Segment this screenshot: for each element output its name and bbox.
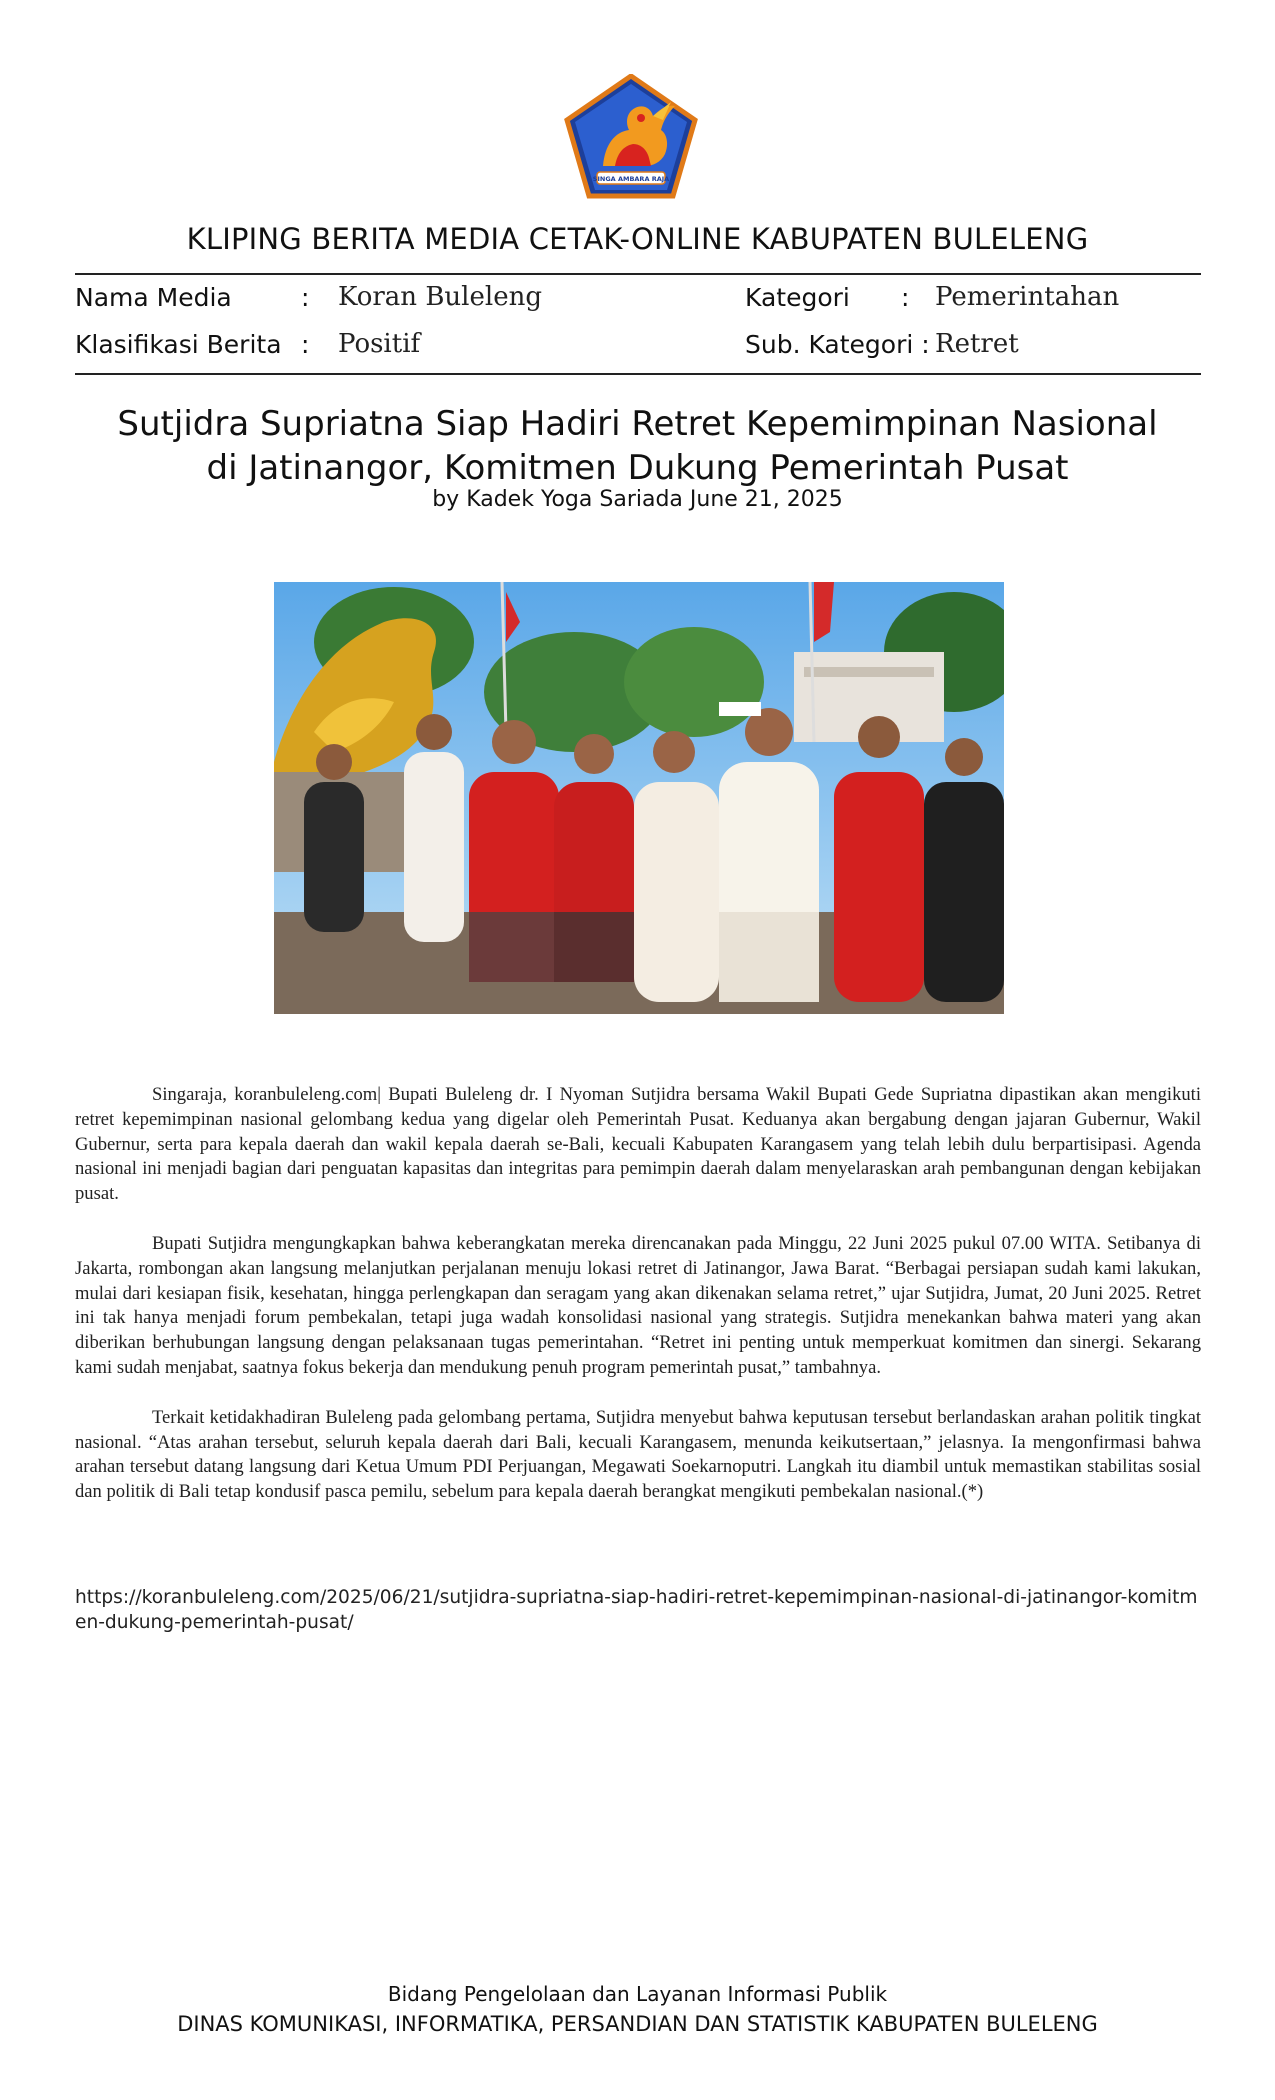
kategori-value: Pemerintahan xyxy=(935,282,1120,312)
footer-line-1: Bidang Pengelolaan dan Layanan Informasi Publik xyxy=(387,1982,888,2006)
nama-media-label: Nama Media xyxy=(75,283,232,312)
buleleng-logo xyxy=(563,74,699,200)
sub-kategori-value: Retret xyxy=(935,329,1019,359)
sub-kategori-label: Sub. Kategori : xyxy=(745,330,930,359)
header-rule-top xyxy=(75,273,1201,275)
headline-line-2: di Jatinangor, Komitmen Dukung Pemerintah Pusat xyxy=(206,448,1069,488)
footer-line-2: DINAS KOMUNIKASI, INFORMATIKA, PERSANDIAN DAN STATISTIK KABUPATEN BULELENG xyxy=(177,2012,1098,2036)
article-photo xyxy=(274,582,1004,1014)
klasifikasi-value: Positif xyxy=(338,329,421,359)
klasifikasi-label: Klasifikasi Berita xyxy=(75,330,282,359)
source-url-link[interactable]: https://koranbuleleng.com/2025/06/21/sutjidra-supriatna-siap-hadiri-retret-kepemimpinan-nasional-di-jatinangor-komitmen-dukung-pemerintah-pusat/ xyxy=(75,1587,1198,1633)
header-rule-bottom xyxy=(75,373,1201,375)
article-body xyxy=(75,1083,1201,1530)
singa-ambara-raja-emblem-icon xyxy=(563,74,699,200)
colon: : xyxy=(901,283,910,312)
byline: by Kadek Yoga Sariada June 21, 2025 xyxy=(432,487,843,512)
colon: : xyxy=(301,330,310,359)
document-title: KLIPING BERITA MEDIA CETAK-ONLINE KABUPATEN BULELENG xyxy=(186,222,1089,256)
kategori-label: Kategori xyxy=(745,283,850,312)
nama-media-value: Koran Buleleng xyxy=(338,282,542,312)
article-paragraph: Singaraja, koranbuleleng.com| Bupati Buleleng dr. I Nyoman Sutjidra bersama Wakil Bupati Gede Supriatna dipastikan akan mengikuti retret kepemimpinan nasional gelombang kedua yang digelar oleh Pemerintah Pusat. Keduanya akan bergabung dengan jajaran Gubernur, Wakil Gubernur, serta para kepala daerah dan wakil kepala daerah se-Bali, kecuali Kabupaten Karangasem yang telah lebih dulu berpartisipasi. Agenda nasional ini menjadi bagian dari penguatan kapasitas dan integritas para pemimpin daerah dalam menyelaraskan arah pembangunan dengan kebijakan pusat. xyxy=(75,1084,1201,1205)
logo-motto: SINGA AMBARA RAJA xyxy=(592,175,670,183)
article-paragraph: Bupati Sutjidra mengungkapkan bahwa keberangkatan mereka direncanakan pada Minggu, 22 Juni 2025 pukul 07.00 WITA. Setibanya di Jakarta, rombongan akan langsung melanjutkan perjalanan menuju lokasi retret di Jatinangor, Jawa Barat. “Berbagai persiapan sudah kami lakukan, mulai dari kesiapan fisik, kesehatan, hingga perlengkapan dan seragam yang akan dikenakan selama retret,” ujar Sutjidra, Jumat, 20 Juni 2025. Retret ini tak hanya menjadi forum pembekalan, tetapi juga wadah konsolidasi nasional yang strategis. Sutjidra menekankan bahwa materi yang akan diberikan berhubungan langsung dengan pelaksanaan tugas pemerintahan. “Retret ini penting untuk memperkuat komitmen dan sinergi. Sekarang kami sudah menjabat, saatnya fokus bekerja dan mendukung penuh program pemerintah pusat,” tambahnya. xyxy=(75,1232,1201,1378)
article-paragraph: Terkait ketidakhadiran Buleleng pada gelombang pertama, Sutjidra menyebut bahwa keputusan tersebut berlandaskan arahan politik tingkat nasional. “Atas arahan tersebut, seluruh kepala daerah dari Bali, kecuali Karangasem, menunda keikutsertaan,” jelasnya. Ia mengonfirmasi bahwa arahan tersebut datang langsung dari Ketua Umum PDI Perjuangan, Megawati Soekarnoputri. Langkah itu diambil untuk memastikan stabilitas sosial dan politik di Bali tetap kondusif pasca pemilu, sebelum para kepala daerah berangkat mengikuti pembekalan nasional.(*) xyxy=(75,1406,1201,1503)
colon: : xyxy=(301,283,310,312)
headline-line-1: Sutjidra Supriatna Siap Hadiri Retret Kepemimpinan Nasional xyxy=(117,404,1158,444)
